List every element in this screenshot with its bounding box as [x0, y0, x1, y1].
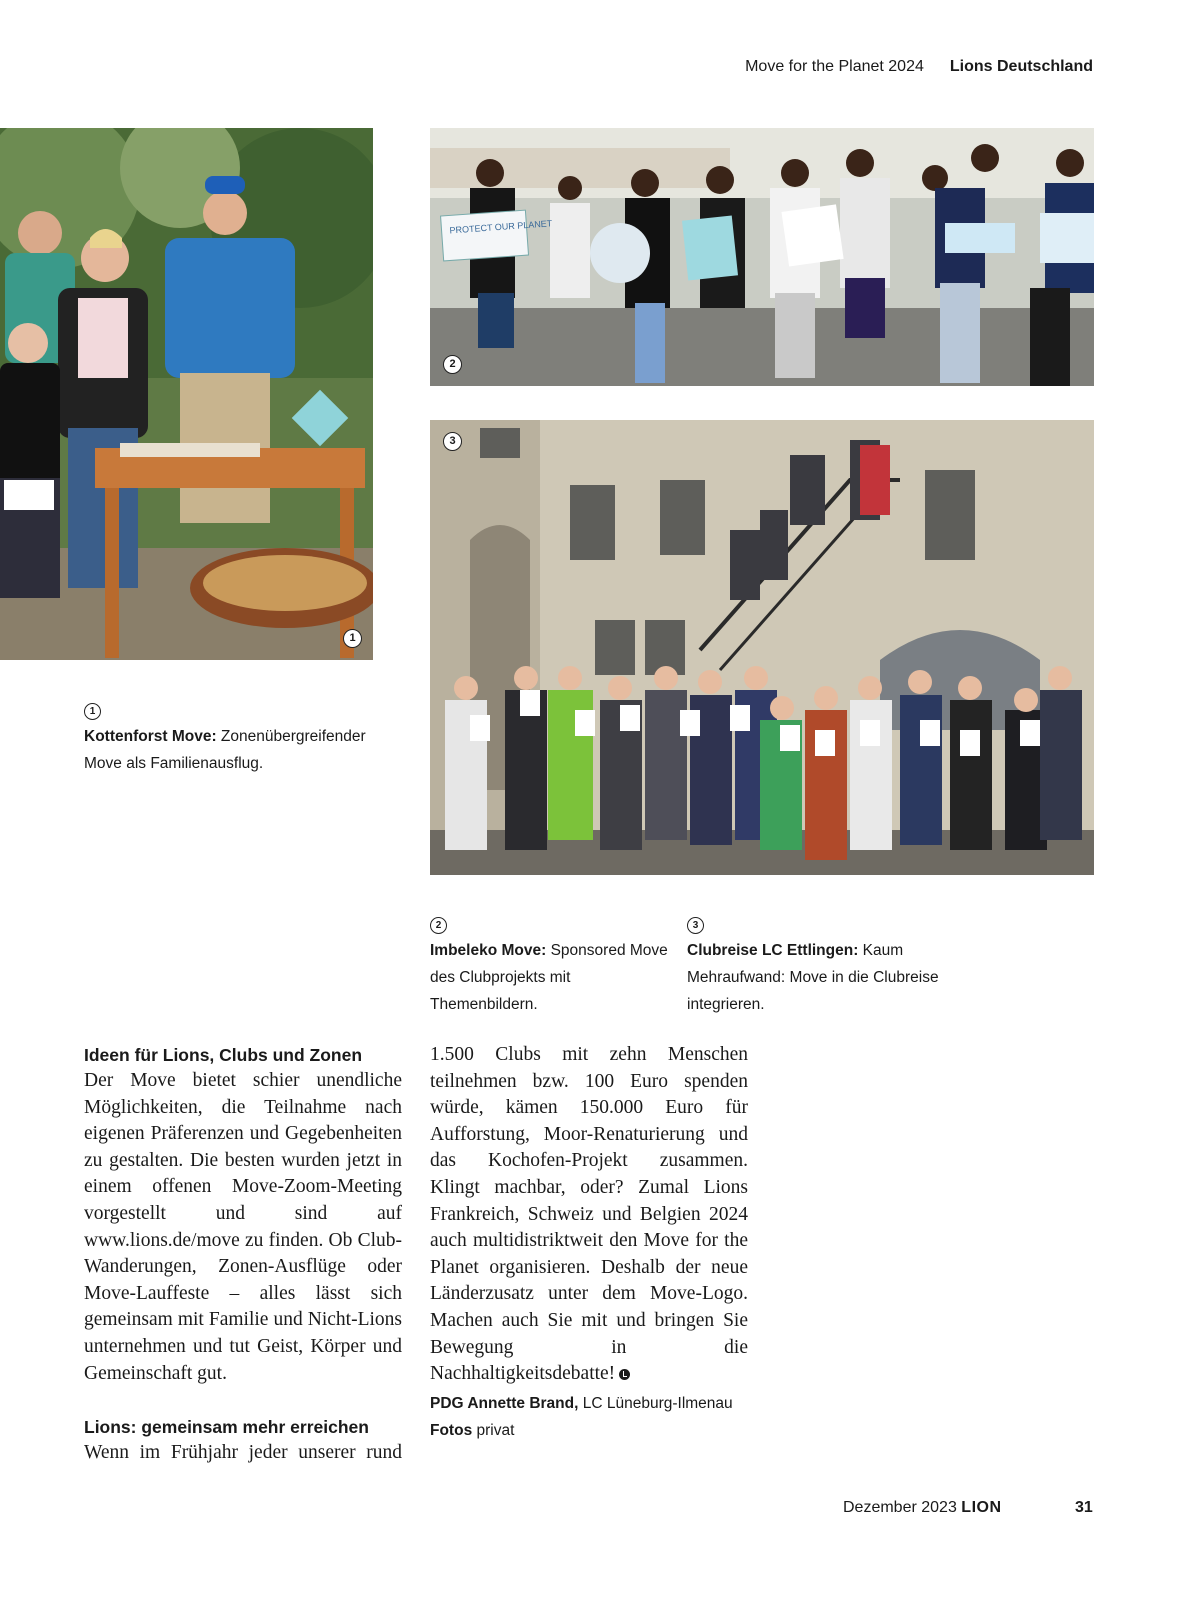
caption-imbeleko	[430, 910, 670, 1018]
caption-title: Imbeleko Move:	[430, 942, 547, 959]
footer-date: Dezember 2023	[843, 1499, 957, 1516]
page-number: 31	[1075, 1499, 1093, 1516]
caption-number: 2	[430, 917, 447, 934]
photo-ettlingen-image	[430, 420, 1094, 875]
caption-text: Kaum Mehraufwand: Move in die Clubreise integrieren.	[687, 942, 939, 1013]
body-paragraph-text: 1.500 Clubs mit zehn Menschen teilnehmen bzw. 100 Euro spenden würde, kämen 150.000 Euro für Aufforstung, Moor-Renaturierung und das Kochofen-Projekt zusammen. Klingt machbar, oder? Zumal Lions Frankreich, Schweiz und Belgien 2024 auch multidistriktweit den Move for the Planet organisieren. Deshalb der neue Länderzusatz unter dem Move-Logo. Machen auch Sie mit und bringen Sie Bewegung in die Nachhaltigkeitsdebatte!	[430, 1044, 748, 1385]
header-title: Move for the Planet 2024	[745, 58, 924, 75]
photo-imbeleko	[430, 128, 1094, 386]
body-paragraph	[430, 1042, 748, 1388]
caption-title: Clubreise LC Ettlingen:	[687, 942, 859, 959]
author-name: PDG Annette Brand,	[430, 1395, 579, 1412]
body-paragraph: Der Move bietet schier unendliche Möglichkeiten, die Teilnahme nach eigenen Präferenzen und Gegebenheiten zu gestalten. Die besten wurden jetzt in einem offenen Move-Zoom-Meeting vorgestellt und sind auf www.lions.de/move zu finden. Ob Club-Wanderungen, Zonen-Ausflüge oder Move-Lauffeste – alles lässt sich gemeinsam mit Familie und Nicht-Lions unternehmen und tut Geist, Körper und Gemeinschaft gut.	[84, 1070, 402, 1384]
author-club: LC Lüneburg-Ilmenau	[578, 1395, 733, 1412]
footer	[843, 1499, 1002, 1517]
photo-kottenforst-image	[0, 128, 373, 660]
photo-imbeleko-image	[430, 128, 1094, 386]
header-brand: Lions Deutschland	[949, 58, 1093, 75]
caption-text: Sponsored Move des Clubprojekts mit Themenbildern.	[430, 942, 668, 1013]
end-of-article-icon	[619, 1369, 630, 1380]
sign-text: PROTECT OUR PLANET	[449, 218, 553, 236]
running-header	[745, 58, 1093, 76]
footer-magazine: LION	[961, 1499, 1002, 1516]
caption-text: Zonenübergreifender Move als Familienausflug.	[84, 728, 366, 772]
photo-kottenforst-number: 1	[343, 629, 362, 648]
photo-ettlingen	[430, 420, 1094, 875]
caption-number: 1	[84, 703, 101, 720]
caption-kottenforst	[84, 696, 384, 777]
caption-ettlingen	[687, 910, 947, 1018]
author-credit	[430, 1390, 733, 1444]
photo-ettlingen-number: 3	[443, 432, 462, 451]
caption-number: 3	[687, 917, 704, 934]
section-heading: Lions: gemeinsam mehr erreichen	[84, 1417, 369, 1438]
article-column-1	[84, 1042, 402, 1467]
photo-imbeleko-number: 2	[443, 355, 462, 374]
caption-title: Kottenforst Move:	[84, 728, 217, 745]
article-column-2	[430, 1042, 748, 1388]
photo-credit-text: privat	[472, 1422, 515, 1439]
body-paragraph: Wenn im Frühjahr jeder unserer rund	[84, 1442, 402, 1464]
section-heading: Ideen für Lions, Clubs und Zonen	[84, 1045, 363, 1065]
photo-kottenforst	[0, 128, 373, 660]
photo-credit-label: Fotos	[430, 1422, 473, 1439]
